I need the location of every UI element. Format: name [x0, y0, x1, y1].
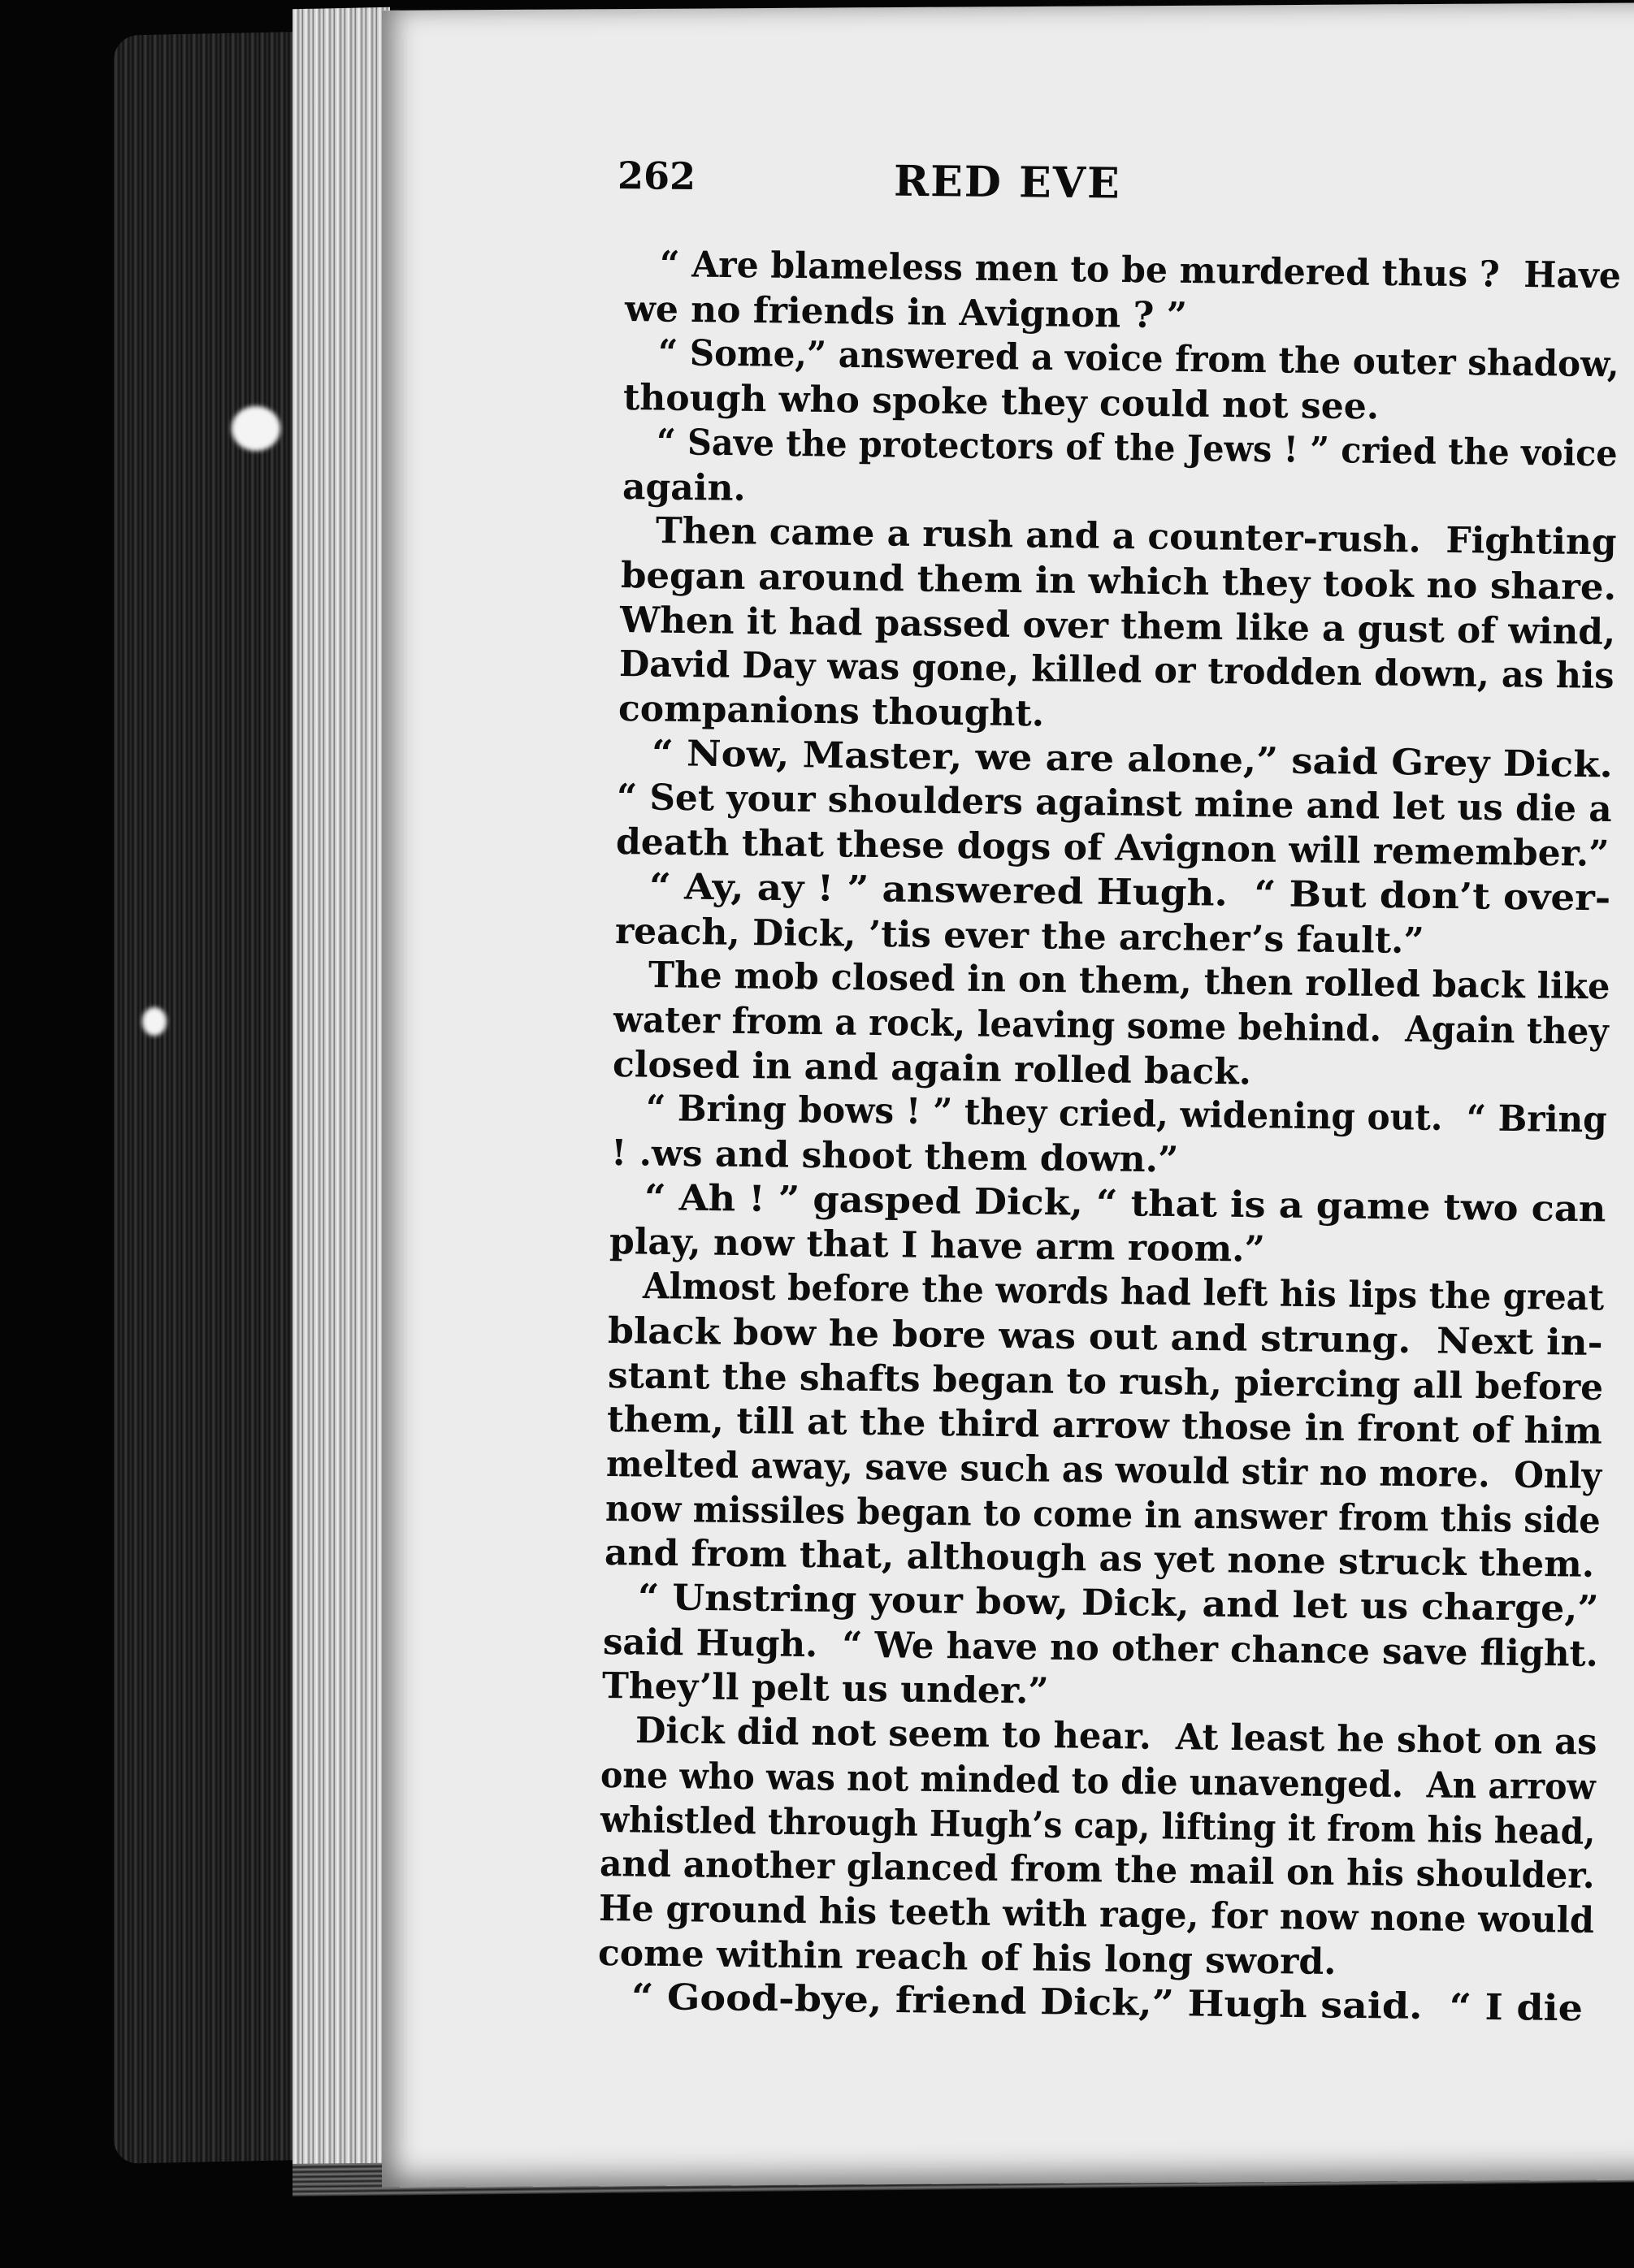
- text-line: melted away, save such as would stir no more. Only: [605, 1443, 1602, 1497]
- text-line: “ Some,” answered a voice from the outer shadow,: [657, 332, 1620, 386]
- text-line: said Hugh. “ We have no other chance save flight.: [602, 1621, 1599, 1675]
- text-line: reach, Dick, ’tis ever the archer’s fault.”: [614, 910, 1424, 962]
- text-line: When it had passed over them like a gust of wind,: [619, 599, 1616, 653]
- text-line: “ Ay, ay ! ” answered Hugh. “ But don’t over-: [649, 865, 1611, 920]
- text-line: “ Save the protectors of the Jews ! ” cried the voice: [657, 421, 1619, 475]
- text-line: “ Are blameless men to be murdered thus ? Have: [659, 244, 1622, 297]
- text-line: play, now that I have arm room.”: [609, 1221, 1266, 1271]
- page-number: 262: [617, 154, 696, 199]
- text-line: one who was not minded to die unavenged. An arrow: [600, 1754, 1597, 1808]
- text-line: He ground his teeth with rage, for now none would: [598, 1887, 1594, 1941]
- text-line: again.: [622, 465, 746, 509]
- text-line: closed in and again rolled back.: [612, 1043, 1252, 1093]
- text-line: Then came a rush and a counter-rush. Fighting: [655, 510, 1617, 564]
- text-line: companions thought.: [618, 688, 1045, 735]
- text-line: Dick did not seem to hear. At least he shot on as: [635, 1710, 1598, 1764]
- edge-blemish: [142, 1007, 167, 1036]
- text-line: them, till at the third arrow those in front of him: [606, 1399, 1602, 1453]
- text-line: They’ll pelt us under.”: [601, 1665, 1050, 1713]
- text-line: come within reach of his long sword.: [597, 1932, 1337, 1983]
- text-line: ! .ws and shoot them down.”: [610, 1132, 1179, 1181]
- text-line: David Day was gone, killed or trodden down, as his: [618, 643, 1614, 698]
- text-line: “ Ah ! ” gasped Dick, “ that is a game two can: [644, 1176, 1606, 1231]
- text-line: and another glanced from the mail on his shoulder.: [599, 1843, 1595, 1898]
- book-title: RED EVE: [893, 156, 1121, 209]
- text-line: black bow he bore was out and strung. Next in-: [608, 1309, 1604, 1364]
- text-line: “ Now, Master, we are alone,” said Grey Dick.: [651, 732, 1614, 786]
- text-line: and from that, although as yet none struck them.: [604, 1532, 1595, 1586]
- text-line: Almost before the words had left his lips the great: [643, 1266, 1605, 1319]
- text-line: The mob closed in on them, then rolled back like: [648, 954, 1610, 1008]
- running-head: [618, 154, 1545, 212]
- text-line: though who spoke they could not see.: [622, 377, 1380, 428]
- text-line: “ Set your shoulders against mine and let us die a: [616, 777, 1613, 831]
- text-line: “ Bring bows ! ” they cried, widening out. “ Bring: [645, 1088, 1607, 1141]
- text-line: now missiles began to come in answer from this side: [605, 1487, 1601, 1542]
- text-line: water from a rock, leaving some behind. Again they: [613, 998, 1609, 1053]
- page-edges: [293, 7, 390, 2171]
- text-line: stant the shafts began to rush, piercing all before: [607, 1354, 1603, 1409]
- text-line: death that these dogs of Avignon will remember.”: [616, 821, 1610, 876]
- text-line: began around them in which they took no share.: [620, 554, 1617, 608]
- text-line: “ Unstring your bow, Dick, and let us charge,”: [637, 1577, 1600, 1630]
- edge-blemish: [232, 406, 280, 451]
- text-line: we no friends in Avignon ? ”: [624, 288, 1188, 337]
- text-line: whistled through Hugh’s cap, lifting it from his head,: [600, 1798, 1596, 1853]
- text-line: “ Good-bye, friend Dick,” Hugh said. “ I die: [631, 1976, 1584, 2030]
